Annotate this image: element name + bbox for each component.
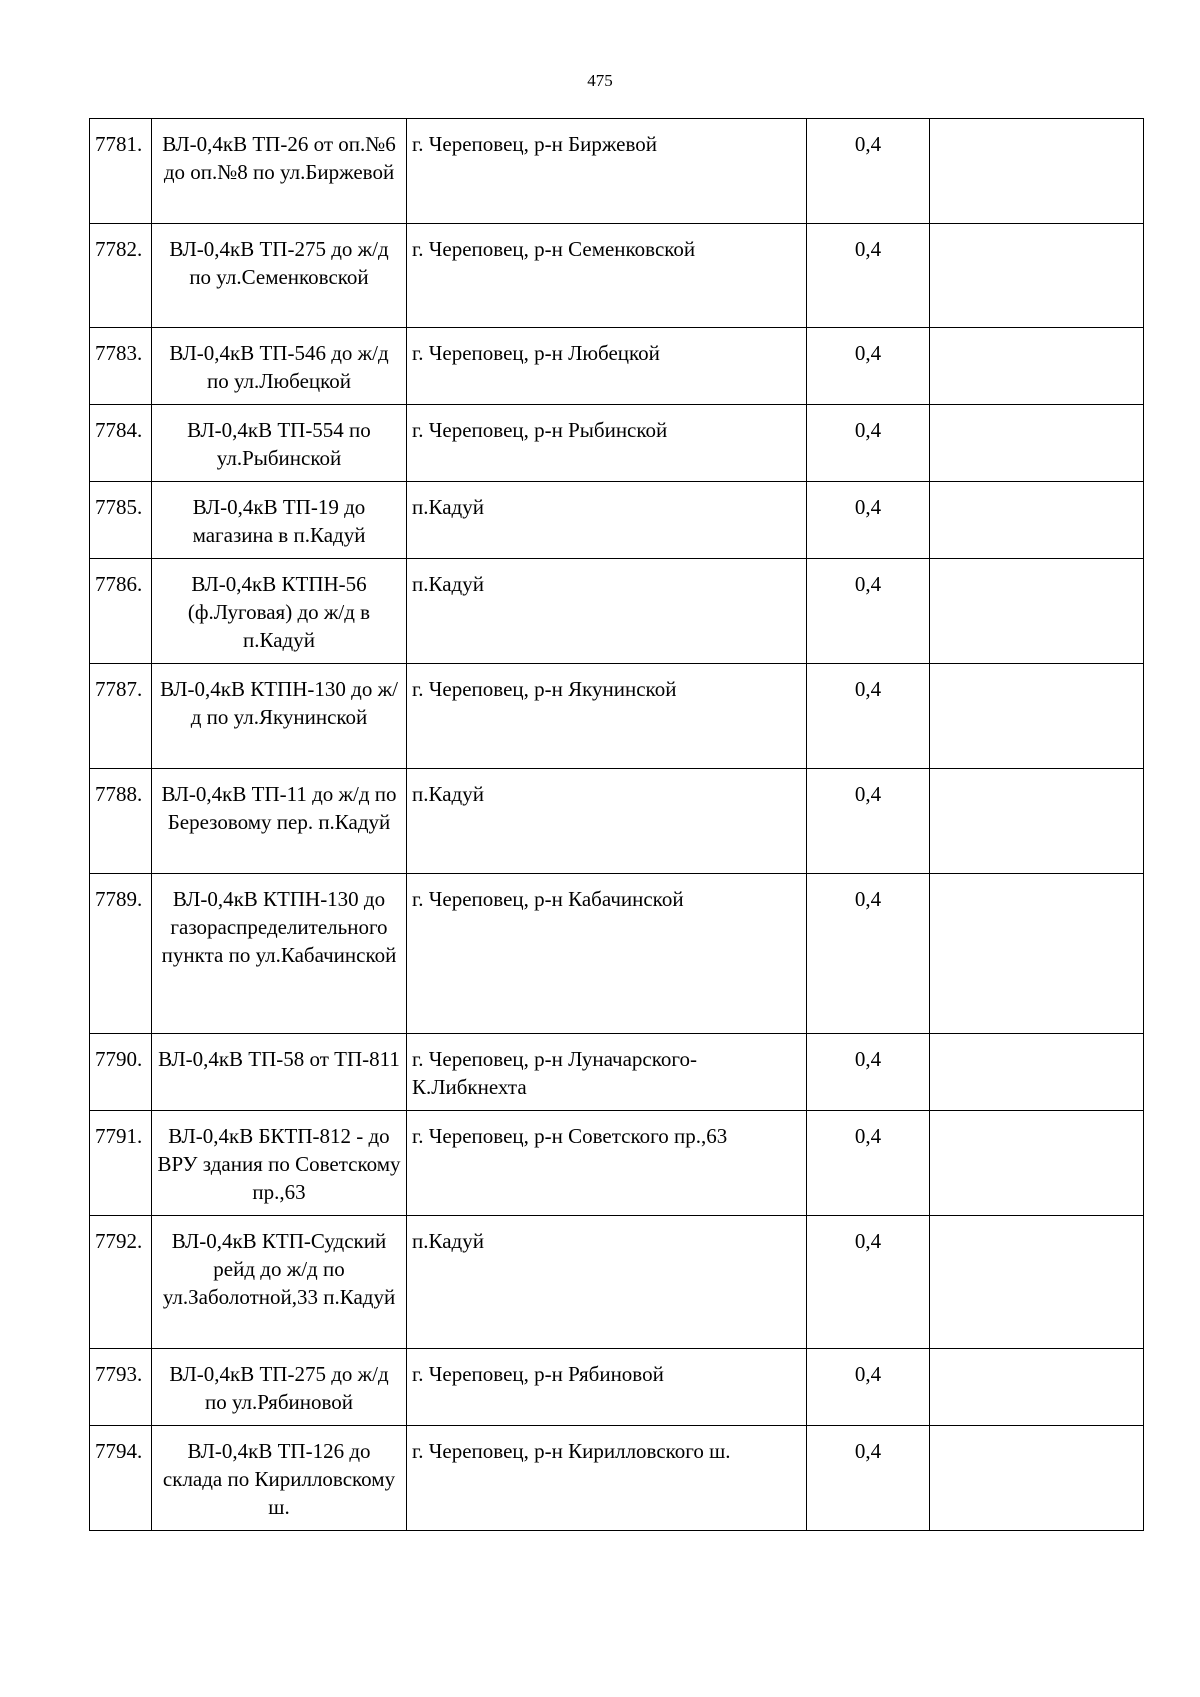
voltage-value: 0,4 (807, 1216, 930, 1349)
note-cell (930, 1111, 1144, 1216)
note-cell (930, 1426, 1144, 1531)
voltage-value: 0,4 (807, 664, 930, 769)
line-name: ВЛ-0,4кВ КТПН-130 до ж/д по ул.Якунинской (152, 664, 407, 769)
line-location: г. Череповец, р-н Любецкой (407, 328, 807, 405)
note-cell (930, 874, 1144, 1034)
table-row (90, 119, 1144, 224)
line-location: п.Кадуй (407, 482, 807, 559)
voltage-value: 0,4 (807, 874, 930, 1034)
table-row (90, 224, 1144, 328)
table-row (90, 328, 1144, 405)
row-number: 7790. (90, 1034, 152, 1111)
row-number: 7793. (90, 1349, 152, 1426)
line-location: г. Череповец, р-н Луначарского-К.Либкнехта (407, 1034, 807, 1111)
line-name: ВЛ-0,4кВ КТПН-130 до газораспределительного пункта по ул.Кабачинской (152, 874, 407, 1034)
row-number: 7784. (90, 405, 152, 482)
table-row (90, 1426, 1144, 1531)
line-name: ВЛ-0,4кВ КТП-Судский рейд до ж/д по ул.Заболотной,33 п.Кадуй (152, 1216, 407, 1349)
line-name: ВЛ-0,4кВ ТП-554 по ул.Рыбинской (152, 405, 407, 482)
row-number: 7789. (90, 874, 152, 1034)
table-row (90, 874, 1144, 1034)
note-cell (930, 664, 1144, 769)
row-number: 7781. (90, 119, 152, 224)
note-cell (930, 559, 1144, 664)
line-location: п.Кадуй (407, 559, 807, 664)
voltage-value: 0,4 (807, 559, 930, 664)
voltage-value: 0,4 (807, 769, 930, 874)
line-name: ВЛ-0,4кВ ТП-58 от ТП-811 (152, 1034, 407, 1111)
note-cell (930, 119, 1144, 224)
voltage-value: 0,4 (807, 1034, 930, 1111)
voltage-value: 0,4 (807, 1349, 930, 1426)
line-name: ВЛ-0,4кВ ТП-26 от оп.№6 до оп.№8 по ул.Биржевой (152, 119, 407, 224)
note-cell (930, 328, 1144, 405)
table-row (90, 482, 1144, 559)
line-name: ВЛ-0,4кВ ТП-19 до магазина в п.Кадуй (152, 482, 407, 559)
line-location: г. Череповец, р-н Рябиновой (407, 1349, 807, 1426)
note-cell (930, 1034, 1144, 1111)
line-location: г. Череповец, р-н Биржевой (407, 119, 807, 224)
table-row (90, 1034, 1144, 1111)
table-row (90, 405, 1144, 482)
voltage-value: 0,4 (807, 1426, 930, 1531)
line-location: п.Кадуй (407, 1216, 807, 1349)
line-name: ВЛ-0,4кВ БКТП-812 - до ВРУ здания по Советскому пр.,63 (152, 1111, 407, 1216)
note-cell (930, 482, 1144, 559)
line-name: ВЛ-0,4кВ КТПН-56 (ф.Луговая) до ж/д в п.Кадуй (152, 559, 407, 664)
table-row (90, 769, 1144, 874)
line-location: г. Череповец, р-н Семенковской (407, 224, 807, 328)
note-cell (930, 1216, 1144, 1349)
registry-table (89, 118, 1144, 1531)
table-row (90, 664, 1144, 769)
line-location: г. Череповец, р-н Якунинской (407, 664, 807, 769)
line-location: г. Череповец, р-н Кирилловского ш. (407, 1426, 807, 1531)
line-name: ВЛ-0,4кВ ТП-11 до ж/д по Березовому пер. п.Кадуй (152, 769, 407, 874)
line-location: г. Череповец, р-н Кабачинской (407, 874, 807, 1034)
voltage-value: 0,4 (807, 119, 930, 224)
line-name: ВЛ-0,4кВ ТП-275 до ж/д по ул.Семенковской (152, 224, 407, 328)
line-name: ВЛ-0,4кВ ТП-275 до ж/д по ул.Рябиновой (152, 1349, 407, 1426)
table-row (90, 1216, 1144, 1349)
row-number: 7792. (90, 1216, 152, 1349)
voltage-value: 0,4 (807, 482, 930, 559)
note-cell (930, 769, 1144, 874)
note-cell (930, 224, 1144, 328)
note-cell (930, 1349, 1144, 1426)
line-location: п.Кадуй (407, 769, 807, 874)
voltage-value: 0,4 (807, 1111, 930, 1216)
row-number: 7782. (90, 224, 152, 328)
row-number: 7785. (90, 482, 152, 559)
voltage-value: 0,4 (807, 224, 930, 328)
voltage-value: 0,4 (807, 405, 930, 482)
table-row (90, 1111, 1144, 1216)
line-location: г. Череповец, р-н Рыбинской (407, 405, 807, 482)
row-number: 7787. (90, 664, 152, 769)
line-location: г. Череповец, р-н Советского пр.,63 (407, 1111, 807, 1216)
row-number: 7786. (90, 559, 152, 664)
line-name: ВЛ-0,4кВ ТП-126 до склада по Кирилловскому ш. (152, 1426, 407, 1531)
voltage-value: 0,4 (807, 328, 930, 405)
note-cell (930, 405, 1144, 482)
row-number: 7794. (90, 1426, 152, 1531)
table-row (90, 559, 1144, 664)
line-name: ВЛ-0,4кВ ТП-546 до ж/д по ул.Любецкой (152, 328, 407, 405)
row-number: 7783. (90, 328, 152, 405)
page-number: 475 (587, 71, 613, 90)
table-row (90, 1349, 1144, 1426)
row-number: 7788. (90, 769, 152, 874)
row-number: 7791. (90, 1111, 152, 1216)
